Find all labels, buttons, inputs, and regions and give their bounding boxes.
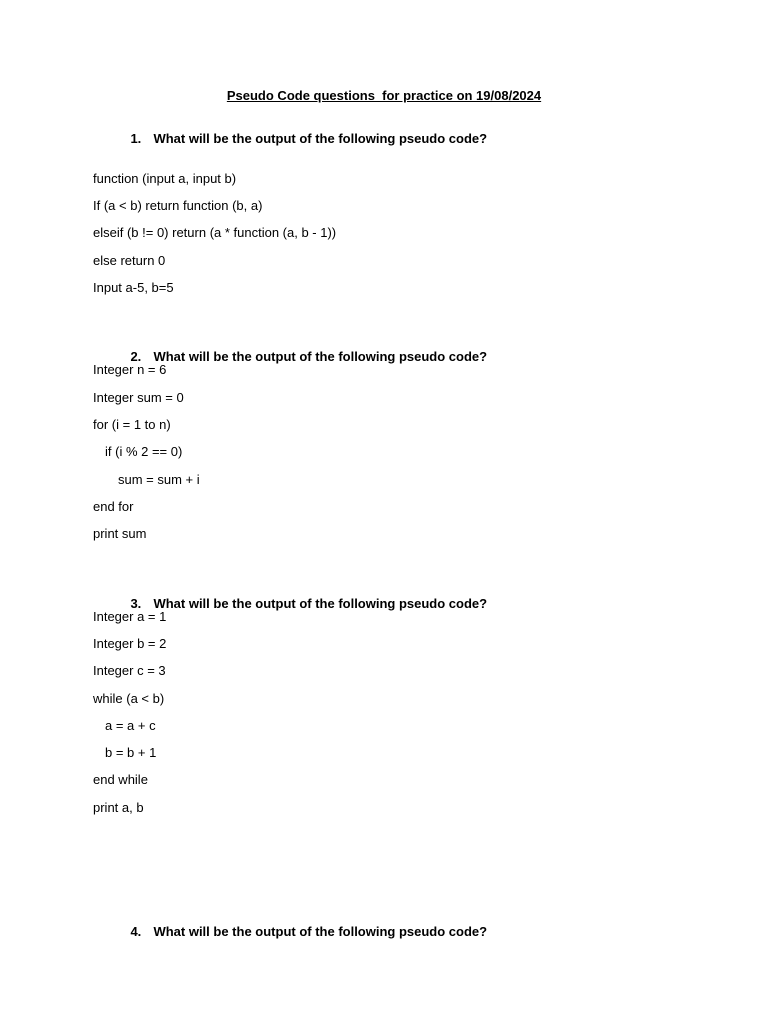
q2-code-line-4: if (i % 2 == 0) [105,444,183,459]
q1-code-line-5: Input a-5, b=5 [93,280,174,295]
question-4-prompt: What will be the output of the following pseudo code? [153,924,488,939]
q1-code-line-3: elseif (b != 0) return (a * function (a, b - 1)) [93,225,337,240]
q1-code-line-4: else return 0 [93,253,166,268]
q2-code-line-7: print sum [93,526,147,541]
q3-code-line-2: Integer b = 2 [93,636,167,651]
page-title: Pseudo Code questions for practice on 19/08/2024 [226,88,542,103]
q2-code-line-1: Integer n = 6 [93,362,167,377]
q3-code-line-5: a = a + c [105,718,156,733]
question-2-heading [116,334,487,379]
question-1-prompt: What will be the output of the following pseudo code? [153,131,488,146]
question-2-number: 2. [130,349,142,364]
q1-code-line-1: function (input a, input b) [93,171,237,186]
q3-code-line-7: end while [93,772,148,787]
q1-code-line-2: If (a < b) return function (b, a) [93,198,263,213]
q2-code-line-3: for (i = 1 to n) [93,417,171,432]
q3-code-line-6: b = b + 1 [105,745,157,760]
question-4-number: 4. [130,924,142,939]
question-1-number: 1. [130,131,142,146]
question-1-heading [116,116,487,161]
q3-code-line-4: while (a < b) [93,691,165,706]
q2-code-line-2: Integer sum = 0 [93,390,184,405]
question-4-heading [116,909,487,954]
question-2-prompt: What will be the output of the following pseudo code? [153,349,488,364]
q3-code-line-8: print a, b [93,800,144,815]
question-3-prompt: What will be the output of the following pseudo code? [153,596,488,611]
q2-code-line-6: end for [93,499,134,514]
question-3-number: 3. [130,596,142,611]
q3-code-line-3: Integer c = 3 [93,663,166,678]
q2-code-line-5: sum = sum + i [118,472,200,487]
question-3-heading [116,581,487,626]
q3-code-line-1: Integer a = 1 [93,609,167,624]
